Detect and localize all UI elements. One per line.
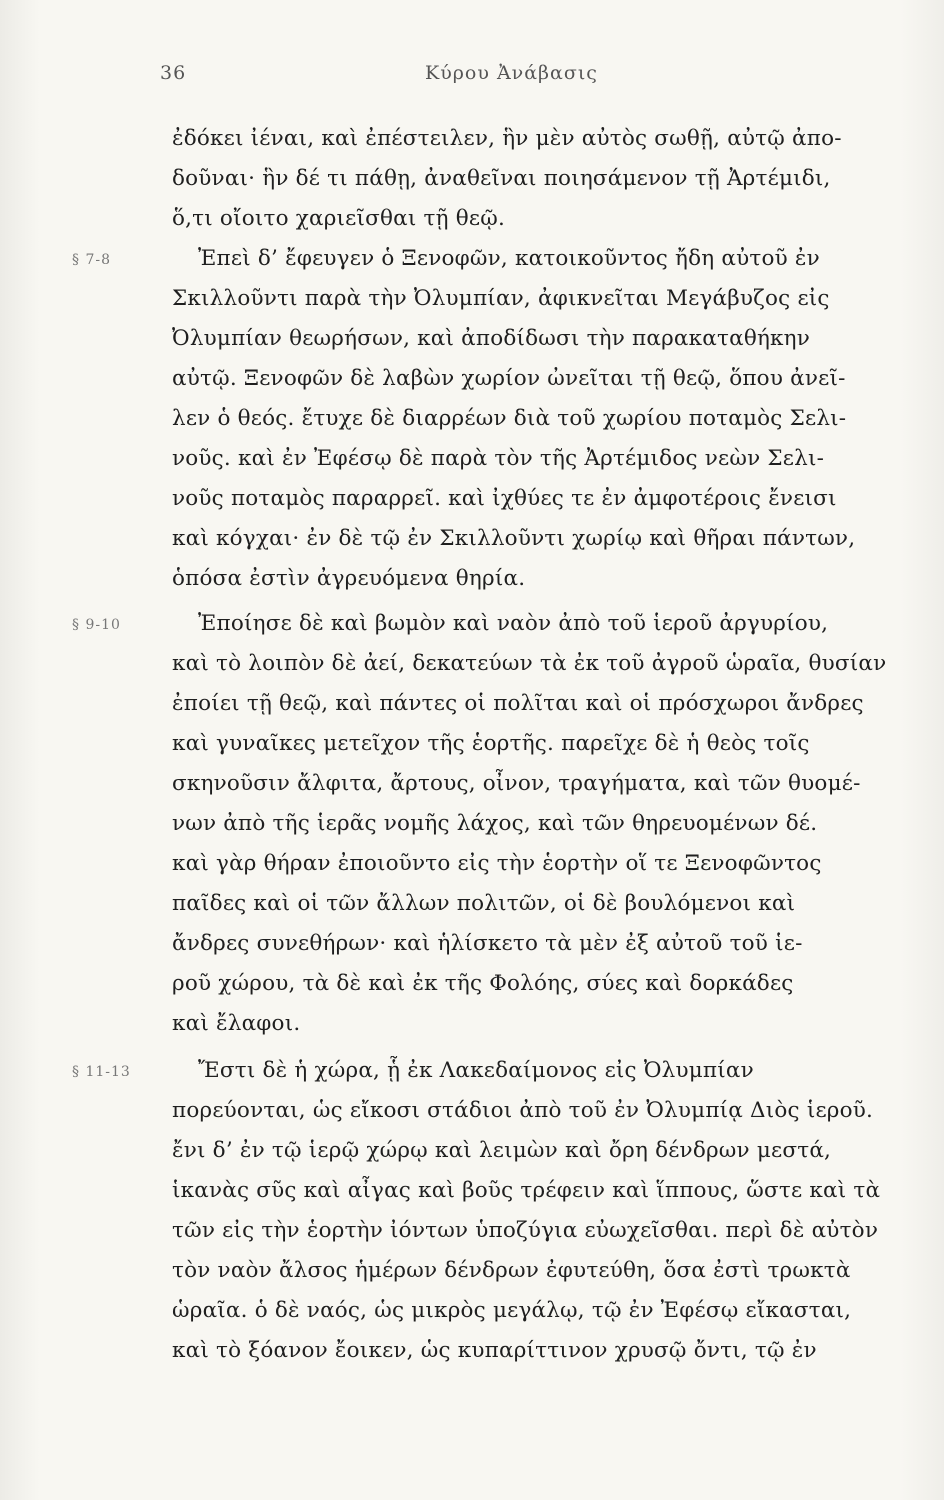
text-line: καὶ κόγχαι· ἐν δὲ τῷ ἐν Σκιλλοῦντι χωρίῳ καὶ θῆραι πάντων,: [172, 526, 856, 551]
text-line: ὅ,τι οἴοιτο χαριεῖσθαι τῇ θεῷ.: [172, 206, 506, 231]
text-line: καὶ τὸ λοιπὸν δὲ ἀεί, δεκατεύων τὰ ἐκ τοῦ ἀγροῦ ὡραῖα, θυσίαν: [172, 651, 887, 676]
section-marker: § 11-13: [72, 1064, 131, 1080]
text-line: τῶν εἰς τὴν ἑορτὴν ἰόντων ὑποζύγια εὐωχεῖσθαι. περὶ δὲ αὐτὸν: [172, 1218, 879, 1243]
text-line: παῖδες καὶ οἱ τῶν ἄλλων πολιτῶν, οἱ δὲ βουλόμενοι καὶ: [172, 891, 796, 916]
text-line: νοῦς. καὶ ἐν Ἐφέσῳ δὲ παρὰ τὸν τῆς Ἀρτέμιδος νεὼν Σελι-: [172, 446, 825, 471]
text-line: ἄνδρες συνεθήρων· καὶ ἡλίσκετο τὰ μὲν ἐξ αὐτοῦ τοῦ ἱε-: [172, 931, 803, 956]
text-line: καὶ γυναῖκες μετεῖχον τῆς ἑορτῆς. παρεῖχε δὲ ἡ θεὸς τοῖς: [172, 731, 810, 756]
text-line: ἱκανὰς σῦς καὶ αἶγας καὶ βοῦς τρέφειν καὶ ἵππους, ὥστε καὶ τὰ: [172, 1178, 881, 1203]
running-title: Κύρου Ἀνάβασις: [425, 62, 598, 84]
text-line: καὶ τὸ ξόανον ἔοικεν, ὡς κυπαρίττινον χρυσῷ ὄντι, τῷ ἐν: [172, 1338, 817, 1363]
text-line: ἐδόκει ἰέναι, καὶ ἐπέστειλεν, ἣν μὲν αὐτὸς σωθῇ, αὐτῷ ἀπο-: [172, 126, 842, 151]
text-line: καὶ γὰρ θήραν ἐποιοῦντο εἰς τὴν ἑορτὴν οἵ τε Ξενοφῶντος: [172, 851, 822, 876]
text-line: νοῦς ποταμὸς παραρρεῖ. καὶ ἰχθύες τε ἐν ἀμφοτέροις ἔνεισι: [172, 486, 837, 511]
text-line: Ἐπεὶ δ’ ἔφευγεν ὁ Ξενοφῶν, κατοικοῦντος ἤδη αὐτοῦ ἐν: [198, 246, 820, 271]
running-head: [160, 62, 904, 94]
text-line: ἐποίει τῇ θεῷ, καὶ πάντες οἱ πολῖται καὶ οἱ πρόσχωροι ἄνδρες: [172, 691, 864, 716]
text-line: αὐτῷ. Ξενοφῶν δὲ λαβὼν χωρίον ὠνεῖται τῇ θεῷ, ὅπου ἀνεῖ-: [172, 366, 846, 391]
text-line: καὶ ἔλαφοι.: [172, 1011, 301, 1036]
text-line: νων ἀπὸ τῆς ἱερᾶς νομῆς λάχος, καὶ τῶν θηρευομένων δέ.: [172, 811, 818, 836]
text-line: ἔνι δ’ ἐν τῷ ἱερῷ χώρῳ καὶ λειμὼν καὶ ὄρη δένδρων μεστά,: [172, 1138, 832, 1163]
text-line: πορεύονται, ὡς εἴκοσι στάδιοι ἀπὸ τοῦ ἐν Ὀλυμπίᾳ Διὸς ἱεροῦ.: [172, 1098, 874, 1123]
section-marker: § 7-8: [72, 252, 111, 268]
text-line: ὡραῖα. ὁ δὲ ναός, ὡς μικρὸς μεγάλῳ, τῷ ἐν Ἐφέσῳ εἴκασται,: [172, 1298, 852, 1323]
text-line: ροῦ χώρου, τὰ δὲ καὶ ἐκ τῆς Φολόης, σύες καὶ δορκάδες: [172, 971, 794, 996]
text-line: λεν ὁ θεός. ἔτυχε δὲ διαρρέων διὰ τοῦ χωρίου ποταμὸς Σελι-: [172, 406, 847, 431]
text-line: τὸν ναὸν ἄλσος ἡμέρων δένδρων ἐφυτεύθη, ὅσα ἐστὶ τρωκτὰ: [172, 1258, 851, 1283]
page-number: 36: [160, 62, 187, 84]
section-marker: § 9-10: [72, 617, 121, 633]
text-line: σκηνοῦσιν ἄλφιτα, ἄρτους, οἶνον, τραγήματα, καὶ τῶν θυομέ-: [172, 771, 861, 796]
text-line: Ἐποίησε δὲ καὶ βωμὸν καὶ ναὸν ἀπὸ τοῦ ἱεροῦ ἀργυρίου,: [198, 611, 829, 636]
text-line: ὁπόσα ἐστὶν ἀγρευόμενα θηρία.: [172, 566, 526, 591]
text-line: Σκιλλοῦντι παρὰ τὴν Ὀλυμπίαν, ἀφικνεῖται Μεγάβυζος εἰς: [172, 286, 830, 311]
text-line: Ἔστι δὲ ἡ χώρα, ᾗ ἐκ Λακεδαίμονος εἰς Ὀλυμπίαν: [198, 1058, 754, 1083]
text-line: Ὀλυμπίαν θεωρήσων, καὶ ἀποδίδωσι τὴν παρακαταθήκην: [172, 326, 811, 351]
text-line: δοῦναι· ἣν δέ τι πάθῃ, ἀναθεῖναι ποιησάμενον τῇ Ἀρτέμιδι,: [172, 166, 831, 191]
